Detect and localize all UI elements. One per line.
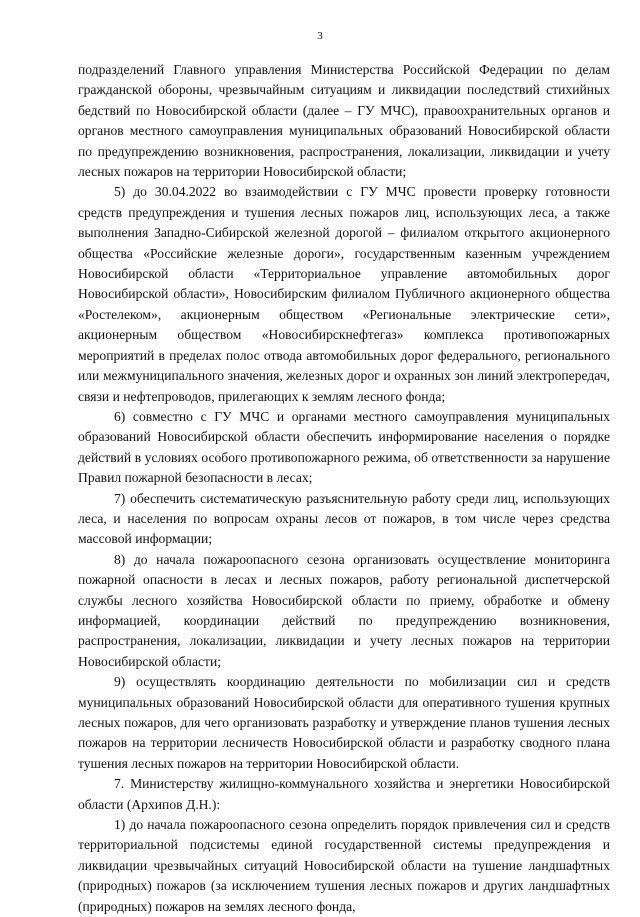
paragraph-continuation: подразделений Главного управления Министерства Российской Федерации по делам гражданской обороны, чрезвычайным ситуациям и ликвидации последствий стихийных бедствий по Новосибирской области (далее – ГУ МЧС), правоохранительных органов и органов местного самоуправления муниципальных образований Новосибирской области по предупреждению возникновения, распространения, локализации, ликвидации и учету лесных пожаров на территории Новосибирской области;: [78, 62, 610, 180]
page-number: 3: [317, 30, 323, 42]
paragraph-item-7: 7) обеспечить систематическую разъяснительную работу среди лиц, использующих леса, и населения по вопросам охраны лесов от пожаров, в том числе через средства массовой информации;: [78, 490, 610, 547]
paragraph-item-8: 8) до начала пожароопасного сезона организовать осуществление мониторинга пожарной опасности в лесах и лесных пожаров, работу региональной диспетчерской службы лесного хозяйства Новосибирской области по приему, обработке и обмену информацией, координации действий по предупреждению возникновения, распространения, локализации, ликвидации и учету лесных пожаров на территории Новосибирской области;: [78, 551, 610, 669]
paragraph-item-5: 5) до 30.04.2022 во взаимодействии с ГУ МЧС провести проверку готовности средств предупреждения и тушения лесных пожаров лиц, использующих леса, а также выполнения Западно-Сибирской железной дорогой – филиалом открытого акционерного общества «Российские железные дороги», государственным казенным учреждением Новосибирской области «Территориальное управление автомобильных дорог Новосибирской области», Новосибирским филиалом Публичного акционерного общества «Ростелеком», акционерным обществом «Региональные электрические сети», акционерным обществом «Новосибирскнефтегаз» комплекса противопожарных мероприятий в пределах полос отвода автомобильных дорог федерального, регионального или межмуниципального значения, железных дорог и охранных зон линий электропередач, связи и нефтепроводов, прилегающих к землям лесного фонда;: [78, 184, 610, 404]
paragraph-item-9: 9) осуществлять координацию деятельности по мобилизации сил и средств муниципальных образований Новосибирской области для оперативного тушения крупных лесных пожаров, для чего организовать разработку и утверждение планов тушения лесных пожаров на территории лесничеств Новосибирской области и разработку сводного плана тушения лесных пожаров на территории Новосибирской области.: [78, 674, 610, 771]
paragraph-section-7: 7. Министерству жилищно-коммунального хозяйства и энергетики Новосибирской области (Архипов Д.Н.):: [78, 776, 610, 812]
document-body: [78, 60, 610, 917]
paragraph-item-6: 6) совместно с ГУ МЧС и органами местного самоуправления муниципальных образований Новосибирской области обеспечить информирование населения о порядке действий в условиях особого противопожарного режима, об ответственности за нарушение Правил пожарной безопасности в лесах;: [78, 408, 610, 486]
paragraph-section-7-item-1: 1) до начала пожароопасного сезона определить порядок привлечения сил и средств территориальной подсистемы единой государственной системы предупреждения и ликвидации чрезвычайных ситуаций Новосибирской области на тушение ландшафтных (природных) пожаров (за исключением тушения лесных пожаров и других ландшафтных (природных) пожаров на землях лесного фонда,: [78, 817, 610, 914]
